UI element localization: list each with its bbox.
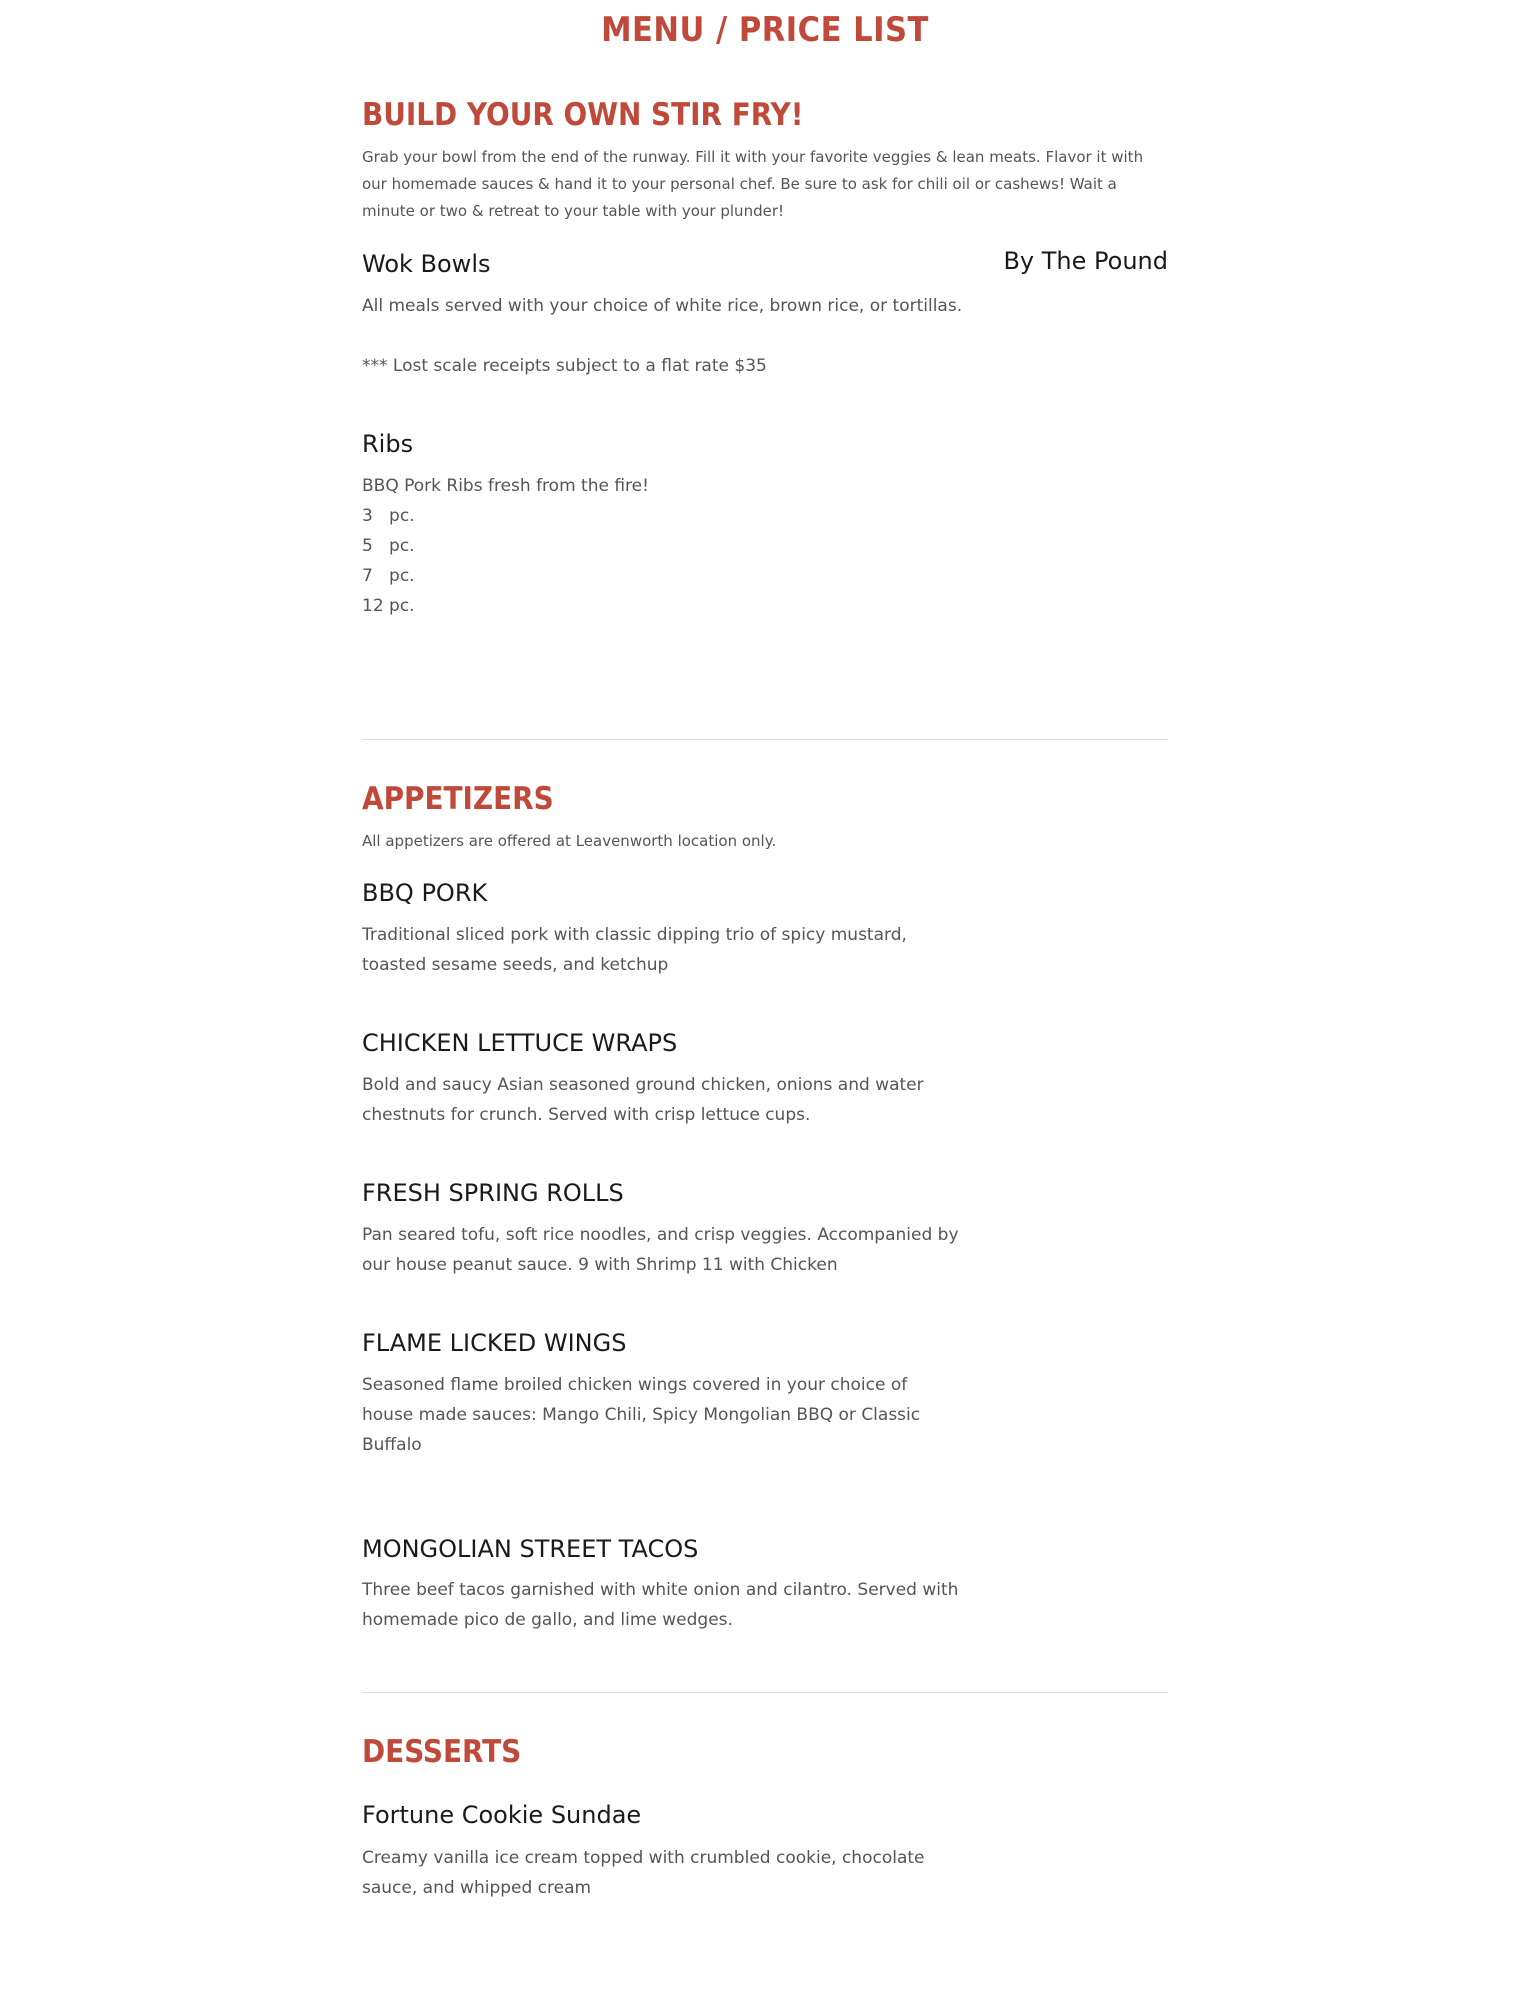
appetizer-description: Seasoned flame broiled chicken wings covered in your choice of house made sauces: Mango Chili, Spicy Mongolian BBQ or Classic Buffalo (362, 1375, 921, 1455)
ribs-title: Ribs (362, 430, 414, 458)
appetizer-description: Pan seared tofu, soft rice noodles, and crisp veggies. Accompanied by our house peanut sauce. 9 with Shrimp 11 with Chicken (362, 1225, 959, 1275)
ribs-option: 3 pc. (362, 506, 415, 526)
wok-bowls-description: All meals served with your choice of white rice, brown rice, or tortillas. (362, 296, 963, 316)
page-title: MENU / PRICE LIST (601, 10, 929, 50)
appetizer-title: MONGOLIAN STREET TACOS (362, 1535, 699, 1563)
appetizer-description: Traditional sliced pork with classic dipping trio of spicy mustard, toasted sesame seeds, and ketchup (362, 925, 907, 975)
wok-bowls-title: Wok Bowls (362, 250, 491, 278)
appetizer-description: Bold and saucy Asian seasoned ground chicken, onions and water chestnuts for crunch. Served with crisp lettuce cups. (362, 1075, 924, 1125)
stir-fry-intro: Grab your bowl from the end of the runway. Fill it with your favorite veggies & lean meats. Flavor it with our homemade sauces & hand it to your personal chef. Be sure to ask for chili oil or cashews! Wait a minute or two & retreat to your table with your plunder! (362, 148, 1144, 220)
section-divider (362, 739, 1168, 740)
appetizers-section-title: APPETIZERS (362, 781, 554, 817)
ribs-description: BBQ Pork Ribs fresh from the fire! (362, 476, 649, 496)
wok-bowls-price: By The Pound (1003, 247, 1168, 275)
dessert-title: Fortune Cookie Sundae (362, 1801, 642, 1829)
appetizer-title: FRESH SPRING ROLLS (362, 1179, 624, 1207)
ribs-option: 5 pc. (362, 536, 415, 556)
appetizers-intro: All appetizers are offered at Leavenworth location only. (362, 832, 777, 850)
stir-fry-section-title: BUILD YOUR OWN STIR FRY! (362, 97, 804, 133)
dessert-description: Creamy vanilla ice cream topped with crumbled cookie, chocolate sauce, and whipped cream (362, 1848, 925, 1898)
appetizer-title: FLAME LICKED WINGS (362, 1329, 627, 1357)
desserts-section-title: DESSERTS (362, 1734, 522, 1770)
ribs-option: 12 pc. (362, 596, 415, 616)
section-divider (362, 1692, 1168, 1693)
appetizer-description: Three beef tacos garnished with white onion and cilantro. Served with homemade pico de gallo, and lime wedges. (362, 1580, 959, 1630)
wok-bowls-note: *** Lost scale receipts subject to a flat rate $35 (362, 356, 767, 376)
appetizer-title: CHICKEN LETTUCE WRAPS (362, 1029, 678, 1057)
ribs-option: 7 pc. (362, 566, 415, 586)
appetizer-title: BBQ PORK (362, 879, 488, 907)
